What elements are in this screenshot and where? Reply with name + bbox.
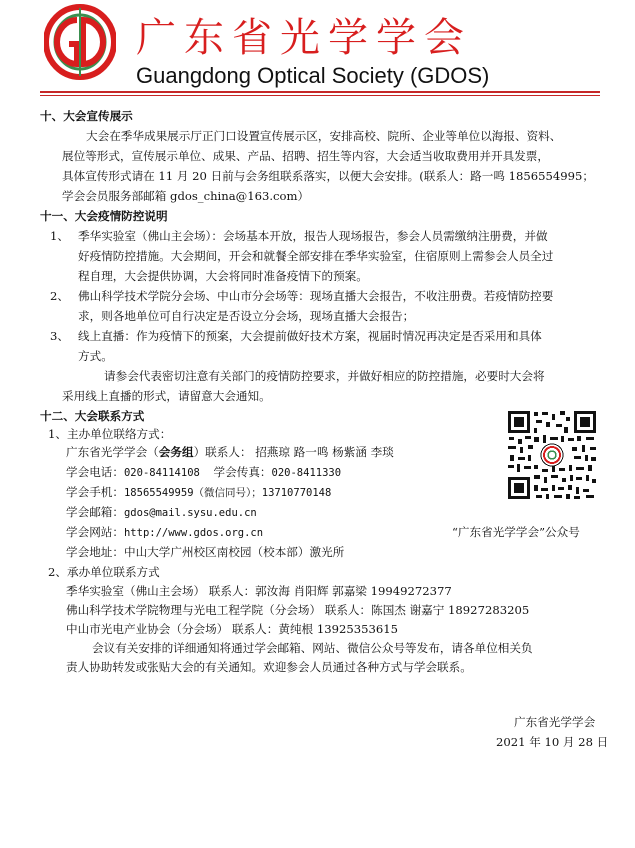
list-item-line: 线上直播：作为疫情下的预案，大会提前做好技术方案，视届时情况再决定是否采用和具体 [78, 329, 542, 343]
email-label: 学会邮箱： [66, 505, 124, 519]
paragraph-line: 采用线上直播的形式，请留意大会通知。 [62, 389, 271, 403]
organizer-contacts [66, 442, 394, 462]
addr-label: 学会地址： [66, 545, 124, 559]
paragraph-line: 学会会员服务部邮箱 gdos_china@163.com） [62, 189, 310, 203]
mobile-line [66, 482, 331, 503]
list-item-line: 季华实验室（佛山主会场）：会场基本开放，报告人现场报告，参会人员需缴纳注册费，并做 [78, 229, 548, 243]
signature-org: 广东省光学学会 [514, 715, 596, 729]
paragraph-line: 具体宣传形式请在 11 月 20 日前与会务组联系落实，以便大会安排。(联系人：路一鸣 1856554995； [62, 169, 595, 183]
mobile-value: 18565549959（微信同号）；13710770148 [123, 487, 332, 499]
list-item-line: 佛山科学技术学院分会场、中山市分会场等：现场直播大会报告，不收注册费。若疫情防控要 [78, 289, 554, 303]
paragraph-line: 展位等形式，宣传展示单位、成果、产品、招聘、招生等内容，大会适当收取费用并开具发票， [62, 149, 549, 163]
paragraph-line: 会议有关安排的详细通知将通过学会邮箱、网站、微信公众号等发布，请各单位相关负 [92, 641, 533, 655]
list-number: 1、 [50, 229, 69, 243]
fax-value: 020-8411330 [271, 467, 342, 479]
org-bold: 会务组 [158, 445, 194, 459]
section-11-heading: 十一、大会疫情防控说明 [40, 209, 168, 223]
tel-label: 学会电话： [66, 465, 124, 479]
gdos-logo-icon [44, 4, 116, 80]
email-line [66, 502, 257, 523]
header-rule-thin [40, 95, 600, 96]
org-prefix: 广东省光学学会（ [66, 445, 159, 459]
paragraph-line: 请参会代表密切注意有关部门的疫情防控要求，并做好相应的防控措施，必要时大会将 [104, 369, 545, 383]
list-number: 2、 [50, 289, 69, 303]
list-item-line: 程自理，大会提供协调，大会将同时准备疫情下的预案。 [78, 269, 368, 283]
list-item-line: 好疫情防控措施。大会期间，开会和就餐全部安排在季华实验室，住宿原则上需参会人员全过 [78, 249, 554, 263]
section-10-heading: 十、大会宣传展示 [40, 109, 133, 123]
tel-value: 020-84114108 [123, 467, 200, 479]
list-item-line: 方式。 [78, 349, 113, 363]
paragraph-line: 责人协助转发或张贴大会的有关通知。欢迎参会人员通过各种方式与学会联系。 [66, 660, 472, 674]
subheading-host: 2、承办单位联系方式 [48, 565, 160, 579]
list-item-line: 求，则各地单位可自行决定是否设立分会场，现场直播大会报告； [78, 309, 415, 323]
qr-caption: “广东省光学学会”公众号 [452, 525, 580, 539]
wechat-qr-code-icon [506, 409, 598, 501]
letterhead [0, 0, 635, 100]
header-rule [40, 91, 600, 93]
list-number: 3、 [50, 329, 69, 343]
signature-date: 2021 年 10 月 28 日 [496, 735, 609, 749]
phone-fax-line [66, 462, 341, 483]
fax-label: 学会传真： [213, 465, 272, 479]
address-line [66, 542, 344, 562]
society-name-en: Guangdong Optical Society (GDOS) [136, 63, 490, 88]
subheading-organizer: 1、主办单位联络方式： [48, 427, 172, 441]
web-value: http://www.gdos.org.cn [123, 527, 264, 539]
host-contact-2: 佛山科学技术学院物理与光电工程学院（分会场） 联系人：陈国杰 谢嘉宁 18927283205 [66, 603, 530, 617]
society-name-cn: 广东省光学学会 [136, 15, 472, 61]
host-contact-3: 中山市光电产业协会（分会场） 联系人：黄纯根 13925353615 [66, 622, 398, 636]
org-suffix: ）联系人： 招燕琼 路一鸣 杨紫涵 李琰 [193, 445, 394, 459]
mobile-label: 学会手机： [66, 485, 124, 499]
website-line [66, 522, 263, 543]
host-contact-1: 季华实验室（佛山主会场） 联系人：郭汝海 肖阳辉 郭嘉梁 19949272377 [66, 584, 452, 598]
section-12-heading: 十二、大会联系方式 [40, 409, 145, 423]
addr-value: 中山大学广州校区南校园（校本部）激光所 [123, 545, 345, 559]
email-value: gdos@mail.sysu.edu.cn [123, 507, 257, 519]
web-label: 学会网站： [66, 525, 124, 539]
paragraph-line: 大会在季华成果展示厅正门口设置宣传展示区，安排高校、院所、企业等单位以海报、资料、 [86, 129, 562, 143]
